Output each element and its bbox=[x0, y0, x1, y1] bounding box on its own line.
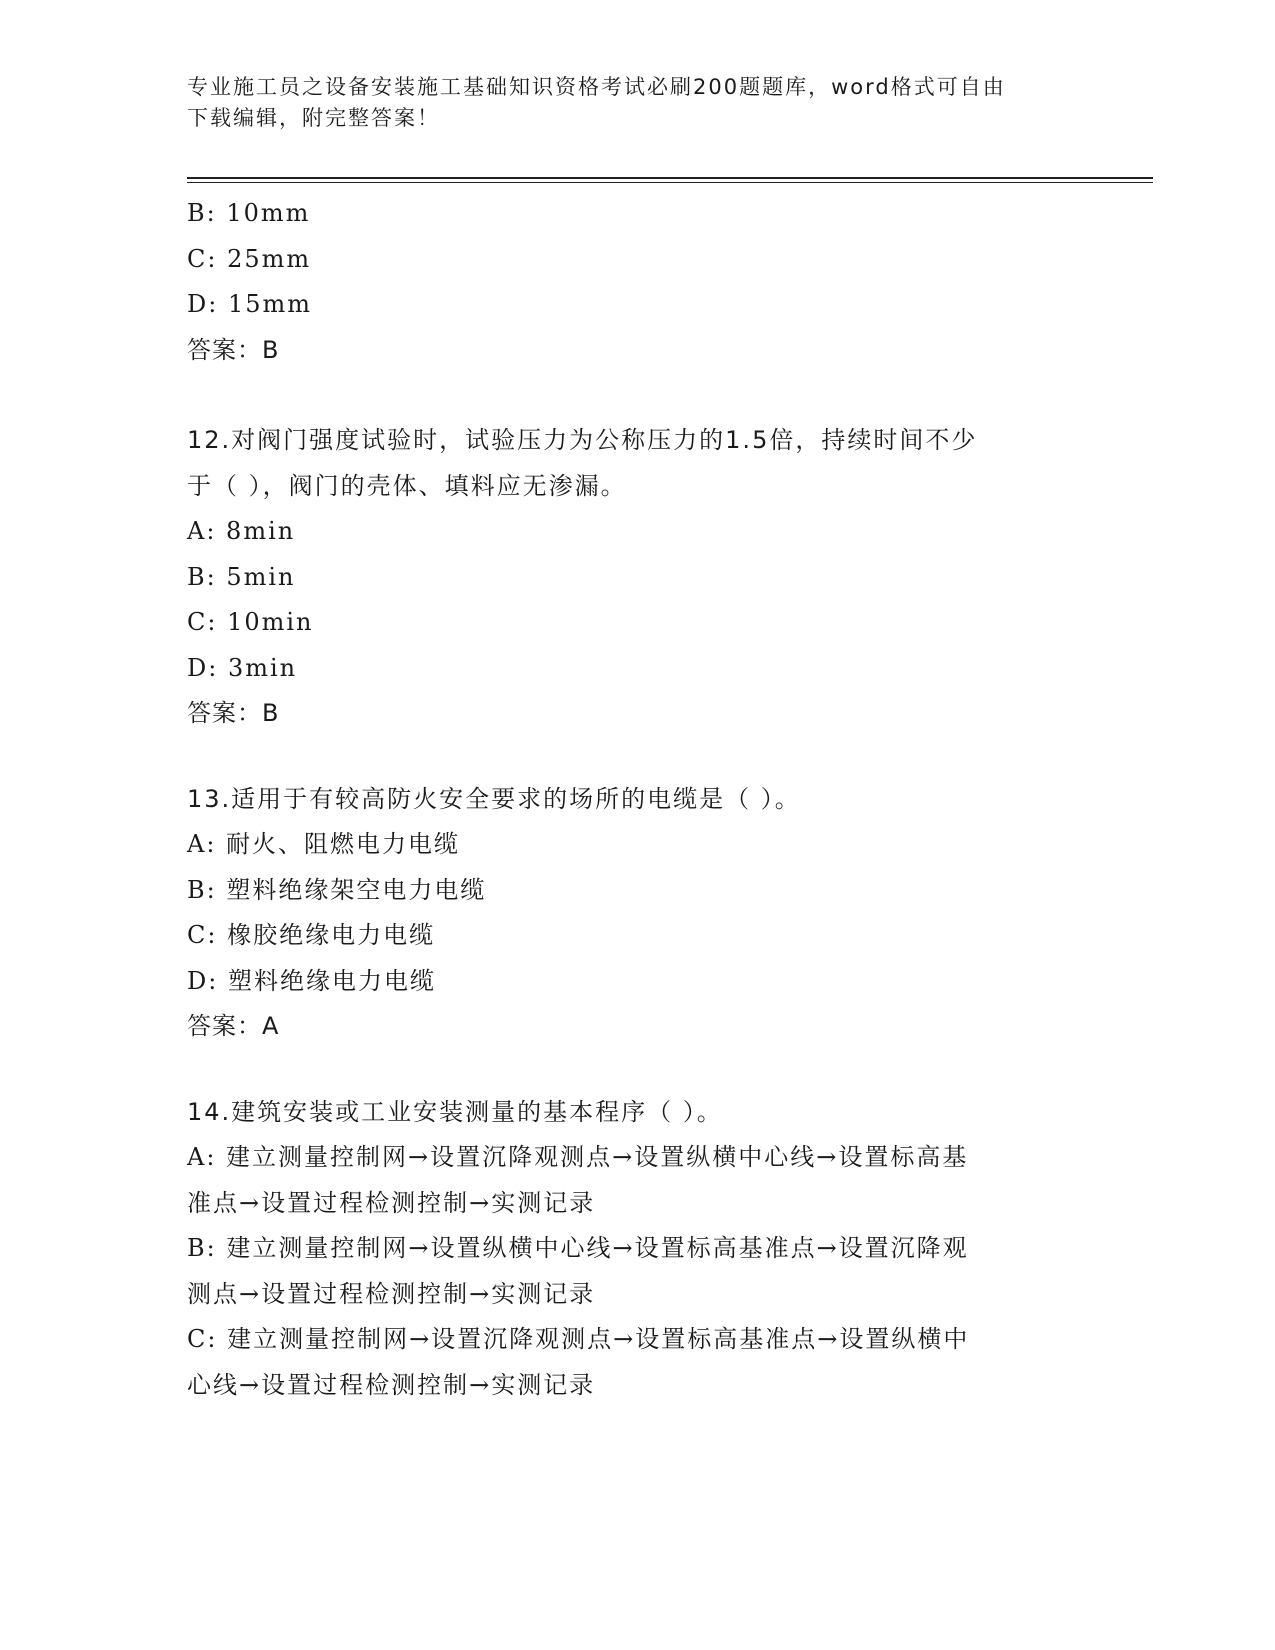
question-11-tail bbox=[187, 191, 1087, 373]
option-c: C: 橡胶绝缘电力电缆 bbox=[187, 921, 436, 949]
question-14 bbox=[187, 1090, 1087, 1409]
question-12 bbox=[187, 418, 1087, 737]
header-line-2: 下载编辑，附完整答案！ bbox=[187, 106, 440, 130]
option-d: D: 3min bbox=[187, 653, 298, 682]
option-a: A: 8min bbox=[187, 517, 296, 545]
option-c-cont: 心线→设置过程检测控制→实测记录 bbox=[187, 1370, 596, 1399]
question-stem: 13.适用于有较高防火安全要求的场所的电缆是（ ）。 bbox=[187, 784, 801, 813]
answer: 答案：B bbox=[187, 335, 280, 364]
option-b: B: 建立测量控制网→设置纵横中心线→设置标高基准点→设置沉降观 bbox=[187, 1234, 969, 1262]
header-divider bbox=[187, 177, 1153, 179]
option-c: C: 建立测量控制网→设置沉降观测点→设置标高基准点→设置纵横中 bbox=[187, 1325, 970, 1353]
option-d: D: 塑料绝缘电力电缆 bbox=[187, 966, 436, 995]
header-divider-thin bbox=[187, 182, 1153, 183]
question-stem-cont: 于（ ），阀门的壳体、填料应无渗漏。 bbox=[187, 471, 627, 500]
question-13 bbox=[187, 777, 1087, 1050]
option-b: B: 塑料绝缘架空电力电缆 bbox=[187, 875, 487, 904]
option-c: C: 10min bbox=[187, 608, 314, 636]
option-d: D: 15mm bbox=[187, 290, 313, 318]
option-a-cont: 准点→设置过程检测控制→实测记录 bbox=[187, 1188, 596, 1217]
option-a: A: 建立测量控制网→设置沉降观测点→设置纵横中心线→设置标高基 bbox=[187, 1143, 969, 1171]
answer: 答案：A bbox=[187, 1012, 280, 1040]
question-list bbox=[187, 191, 1087, 1408]
header-line-1: 专业施工员之设备安装施工基础知识资格考试必刷200题题库，word格式可自由 bbox=[187, 75, 1006, 99]
option-b: B: 5min bbox=[187, 562, 296, 591]
option-b-cont: 测点→设置过程检测控制→实测记录 bbox=[187, 1279, 596, 1308]
question-stem: 12.对阀门强度试验时，试验压力为公称压力的1.5倍，持续时间不少 bbox=[187, 426, 978, 454]
option-a: A: 耐火、阻燃电力电缆 bbox=[187, 830, 461, 858]
answer: 答案：B bbox=[187, 699, 280, 727]
document-header bbox=[187, 72, 1087, 134]
question-stem: 14.建筑安装或工业安装测量的基本程序（ ）。 bbox=[187, 1097, 723, 1126]
option-c: C: 25mm bbox=[187, 244, 312, 273]
option-b: B: 10mm bbox=[187, 199, 311, 227]
